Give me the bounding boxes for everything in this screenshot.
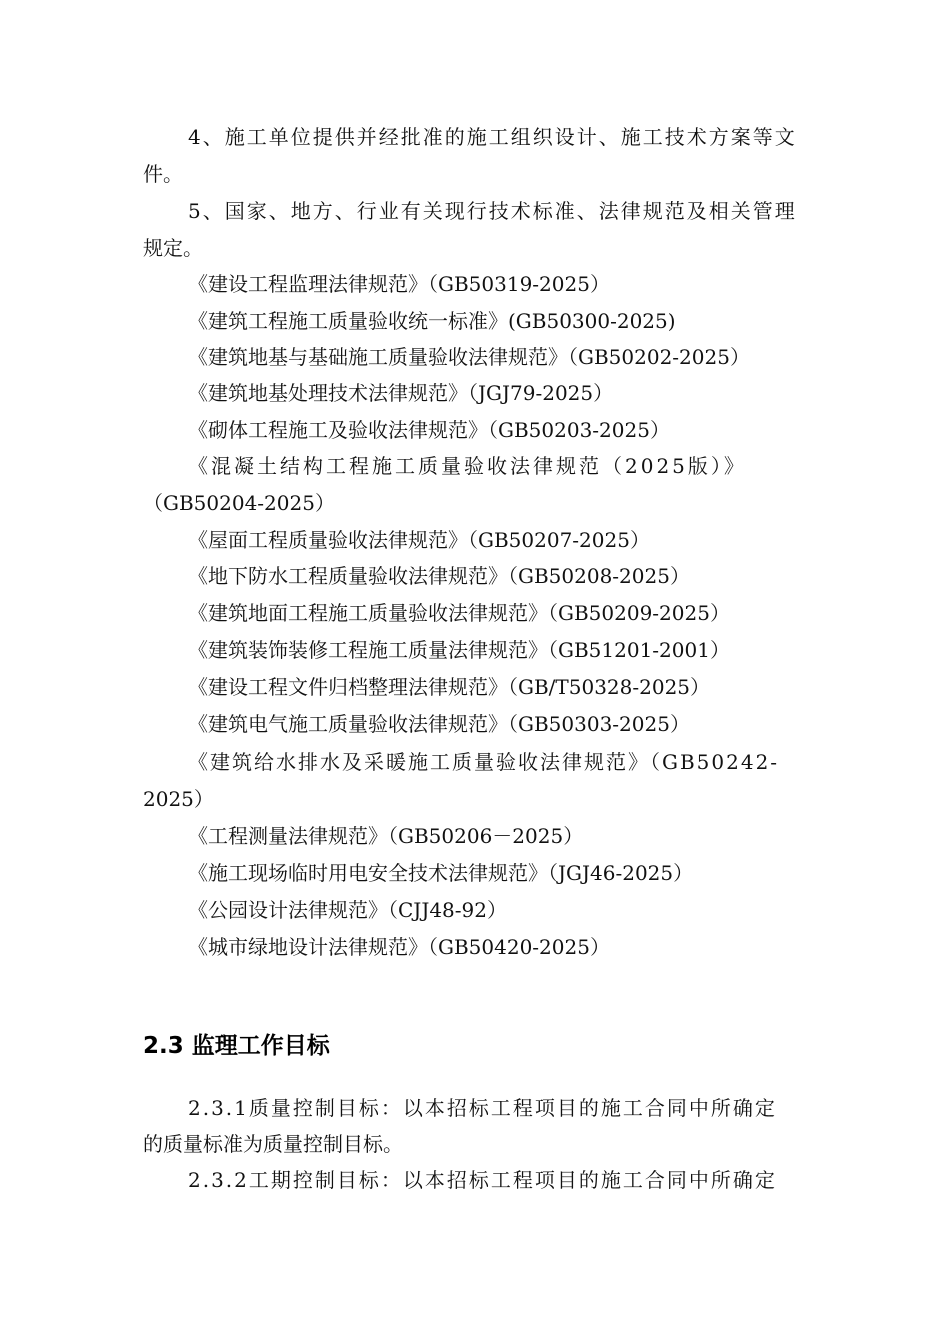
intro-item-5-line2: 规定。 — [143, 236, 203, 260]
standard-item-continuation: 2025） — [143, 787, 214, 811]
intro-item-4-line1: 4、施工单位提供并经批准的施工组织设计、施工技术方案等文 — [188, 125, 797, 149]
intro-item-5-line1: 5、国家、地方、行业有关现行技术标准、法律规范及相关管理 — [188, 199, 797, 223]
standard-item: 《建筑地面工程施工质量验收法律规范》（GB50209-2025） — [188, 601, 730, 625]
standard-item: 《建设工程监理法律规范》（GB50319-2025） — [188, 272, 610, 296]
standard-item: 《建筑装饰装修工程施工质量法律规范》（GB51201-2001） — [188, 638, 730, 662]
standard-item: 《混凝土结构工程施工质量验收法律规范（2025版）》 — [188, 454, 747, 478]
standard-item: 《城市绿地设计法律规范》（GB50420-2025） — [188, 935, 610, 959]
standard-item: 《地下防水工程质量验收法律规范》（GB50208-2025） — [188, 564, 690, 588]
standard-item: 《建筑地基处理技术法律规范》（JGJ79-2025） — [188, 381, 614, 405]
standard-item: 《施工现场临时用电安全技术法律规范》（JGJ46-2025） — [188, 861, 694, 885]
target-quality-line2: 的质量标准为质量控制目标。 — [143, 1132, 403, 1156]
standard-item: 《砌体工程施工及验收法律规范》（GB50203-2025） — [188, 418, 670, 442]
section-heading: 2.3 监理工作目标 — [143, 1033, 330, 1059]
intro-item-4-line2: 件。 — [143, 162, 183, 186]
standard-item: 《建筑工程施工质量验收统一标准》(GB50300-2025) — [188, 309, 676, 333]
target-quality-line1: 2.3.1质量控制目标：以本招标工程项目的施工合同中所确定 — [188, 1096, 777, 1120]
standard-item: 《建筑给水排水及采暖施工质量验收法律规范》（GB50242- — [188, 750, 780, 774]
standard-item: 《建筑电气施工质量验收法律规范》（GB50303-2025） — [188, 712, 690, 736]
standard-item: 《工程测量法律规范》（GB50206－2025） — [188, 824, 584, 848]
standard-item: 《屋面工程质量验收法律规范》（GB50207-2025） — [188, 528, 650, 552]
standard-item: 《建设工程文件归档整理法律规范》（GB/T50328-2025） — [188, 675, 711, 699]
standard-item-continuation: （GB50204-2025） — [143, 491, 335, 515]
target-schedule-line1: 2.3.2工期控制目标：以本招标工程项目的施工合同中所确定 — [188, 1168, 777, 1192]
standard-item: 《公园设计法律规范》（CJJ48-92） — [188, 898, 507, 922]
standard-item: 《建筑地基与基础施工质量验收法律规范》（GB50202-2025） — [188, 345, 750, 369]
